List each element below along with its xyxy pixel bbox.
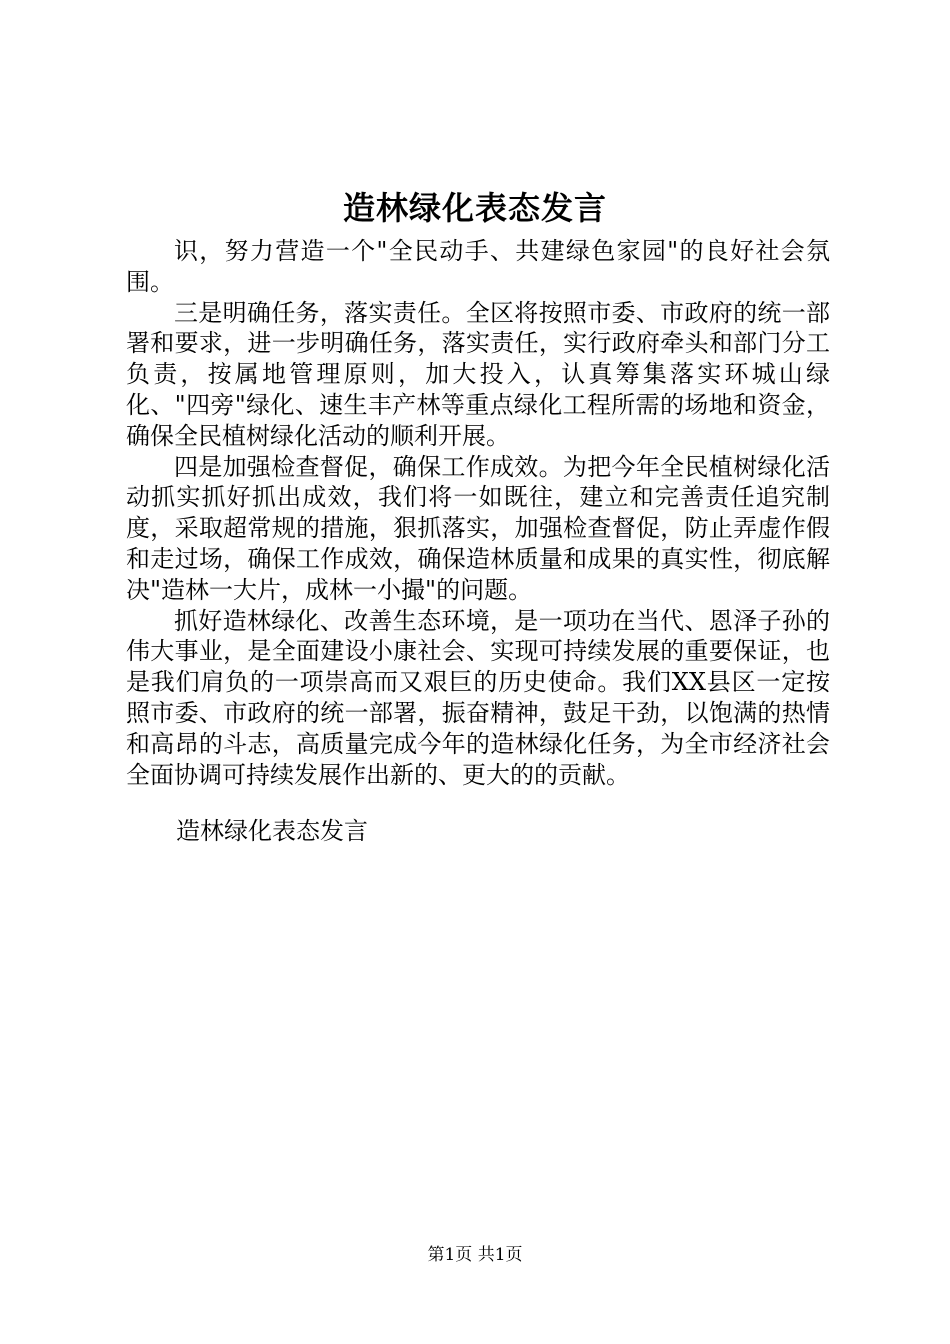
document-title: 造林绿化表态发言: [342, 189, 607, 227]
paragraph: 四是加强检查督促，确保工作成效。为把今年全民植树绿化活动抓实抓好抓出成效，我们将一如既往，建立和完善责任追究制度，采取超常规的措施，狠抓落实，加强检查督促，防止弄虚作假和走过场，确保工作成效，确保造林质量和成果的真实性，彻底解决"造林一大片，成林一小撮"的问题。: [126, 452, 830, 604]
paragraph: 抓好造林绿化、改善生态环境，是一项功在当代、恩泽子孙的伟大事业，是全面建设小康社会、实现可持续发展的重要保证，也是我们肩负的一项崇高而又艰巨的历史使命。我们XX县区一定按照市委、市政府的统一部署，振奋精神，鼓足干劲，以饱满的热情和高昂的斗志，高质量完成今年的造林绿化任务，为全市经济社会全面协调可持续发展作出新的、更大的的贡献。: [126, 606, 830, 789]
paragraph: 三是明确任务，落实责任。全区将按照市委、市政府的统一部署和要求，进一步明确任务，落实责任，实行政府牵头和部门分工负责，按属地管理原则，加大投入，认真筹集落实环城山绿化、"四旁"绿化、速生丰产林等重点绿化工程所需的场地和资金，确保全民植树绿化活动的顺利开展。: [126, 298, 830, 450]
document-body: [126, 236, 830, 790]
closing-title: 造林绿化表态发言: [176, 817, 368, 845]
paragraph: 识，努力营造一个"全民动手、共建绿色家园"的良好社会氛围。: [126, 237, 830, 296]
page-footer: 第1页 共1页: [427, 1245, 523, 1265]
